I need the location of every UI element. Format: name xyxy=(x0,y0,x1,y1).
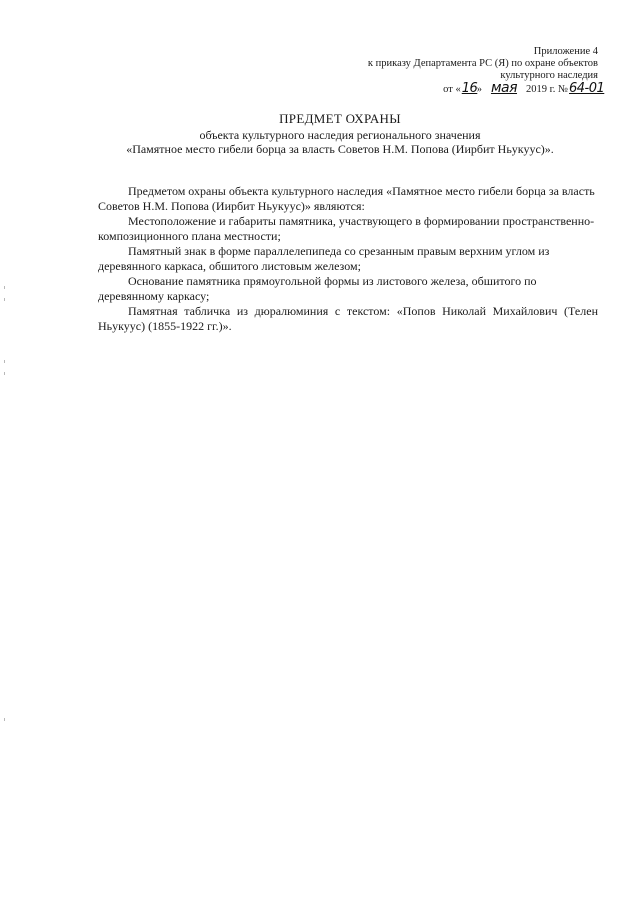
order-day-handwritten: 16 xyxy=(461,81,478,96)
object-name: «Памятное место гибели борца за власть Советов Н.М. Попова (Иирбит Ньукуус)». xyxy=(126,142,554,156)
scan-artifact xyxy=(4,372,5,375)
body-paragraph: Предметом охраны объекта культурного наследия «Памятное место гибели борца за власть Советов Н.М. Попова (Иирбит Ньукуус)» являются: xyxy=(98,184,595,213)
appendix-header xyxy=(308,46,605,96)
document-title: ПРЕДМЕТ ОХРАНЫ xyxy=(279,111,401,126)
document-body xyxy=(98,184,598,334)
order-prefix: от « xyxy=(443,84,461,95)
order-quote-close: » xyxy=(476,84,482,95)
body-paragraph: Памятный знак в форме параллелепипеда со срезанным правым верхним углом из деревянного каркаса, обшитого листовым железом; xyxy=(98,244,550,273)
order-month-handwritten: мая xyxy=(490,80,518,96)
scan-artifact xyxy=(4,286,5,289)
order-number-handwritten: 64-01 xyxy=(569,81,605,96)
body-paragraph: Основание памятника прямоугольной формы из листового железа, обшитого по деревянному каркасу; xyxy=(98,274,537,303)
order-reference-line2: культурного наследия xyxy=(500,70,598,81)
document-title-block xyxy=(90,112,590,156)
order-date-line xyxy=(308,80,605,96)
order-year: 2019 г. № xyxy=(525,84,568,95)
scan-artifact xyxy=(4,718,5,721)
order-reference-line1: к приказу Департамента РС (Я) по охране объектов xyxy=(367,58,598,69)
document-subtitle: объекта культурного наследия регионального значения xyxy=(199,128,481,142)
appendix-label: Приложение 4 xyxy=(533,46,598,57)
scan-artifact xyxy=(4,360,5,363)
body-paragraph: Местоположение и габариты памятника, участвующего в формировании пространственно-композиционного плана местности; xyxy=(98,214,595,243)
body-paragraph: Памятная табличка из дюралюминия с текстом: «Попов Николай Михайлович (Телен Ньукуус) (1855-1922 гг.)». xyxy=(98,304,598,333)
scan-artifact xyxy=(4,298,5,301)
